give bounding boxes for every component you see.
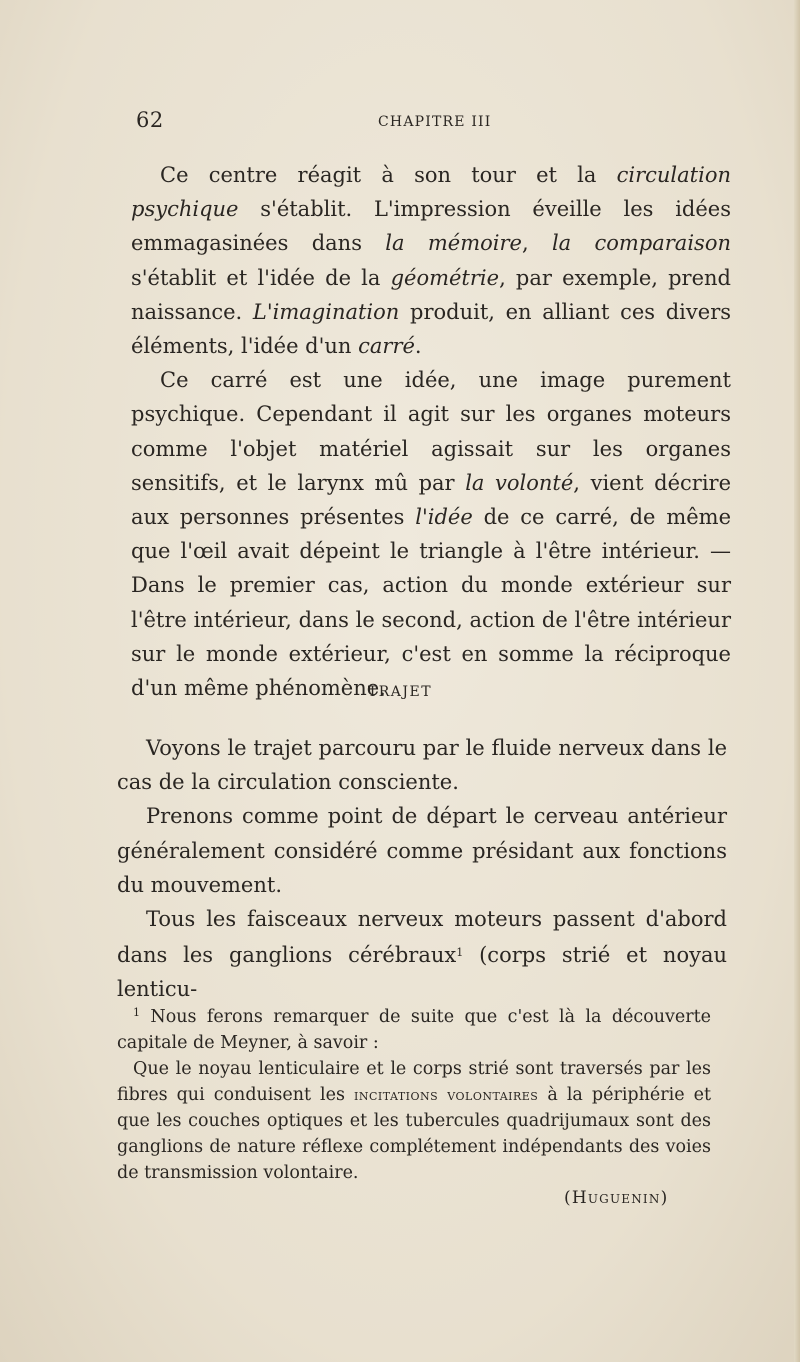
footnote-ref: 1 bbox=[456, 946, 464, 960]
footnote-line-1: $^1$ Nous ferons remarquer de suite que c'est là la découverte capitale de Meyner, à savoir : bbox=[117, 1006, 711, 1053]
body-text-bottom bbox=[117, 731, 727, 1007]
paragraph-4: Prenons comme point de départ le cerveau antérieur généralement considéré comme présidant aux fonctions du mouvement. bbox=[117, 804, 727, 897]
running-head: CHAPITRE III bbox=[378, 114, 492, 130]
footnote-marker: 1 bbox=[133, 1006, 140, 1019]
footnote bbox=[117, 1000, 711, 1187]
page-number: 62 bbox=[136, 108, 164, 132]
page-edge bbox=[794, 0, 800, 1362]
paragraph-2: Ce carré est une idée, une image purement psychique. Cependant il agit sur les organes moteurs comme l'objet matériel agissait sur les organes sensitifs, et le larynx mû par la volonté, vient décrire aux personnes présentes l'idée de ce carré, de même que l'œil avait dépeint le triangle à l'être intérieur. — Dans le premier cas, action du monde extérieur sur l'être intérieur, dans le second, action de l'être intérieur sur le monde extérieur, c'est en somme la réciproque d'un même phénomène. bbox=[131, 368, 732, 701]
page-header bbox=[136, 108, 726, 138]
paragraph-1: Ce centre réagit à son tour et la circulation psychique s'établit. L'impression éveille les idées emmagasinées dans la mémoire, la comparaison s'établit et l'idée de la géométrie, par exemple, prend naissance. L'imagination produit, en alliant ces divers éléments, l'idée d'un carré. bbox=[131, 163, 732, 359]
paragraph-3: Voyons le trajet parcouru par le fluide nerveux dans le cas de la circulation consciente. bbox=[117, 736, 727, 795]
footnote-signature: (Huguenin) bbox=[564, 1188, 669, 1208]
paragraph-5: Tous les faisceaux nerveux moteurs passent d'abord dans les ganglions cérébraux$^1$ (corps strié et noyau lenticu- bbox=[117, 907, 728, 1002]
footnote-body: Que le noyau lenticulaire et le corps strié sont traversés par les fibres qui conduisent les incitations volontaires à la périphérie et que les couches optiques et les tubercules quadrijumaux sont des ganglions de nature réflexe complétement indépendants des voies de transmission volontaire. bbox=[117, 1058, 711, 1183]
section-title: TRAJET bbox=[367, 684, 433, 700]
body-text-top bbox=[131, 158, 731, 705]
